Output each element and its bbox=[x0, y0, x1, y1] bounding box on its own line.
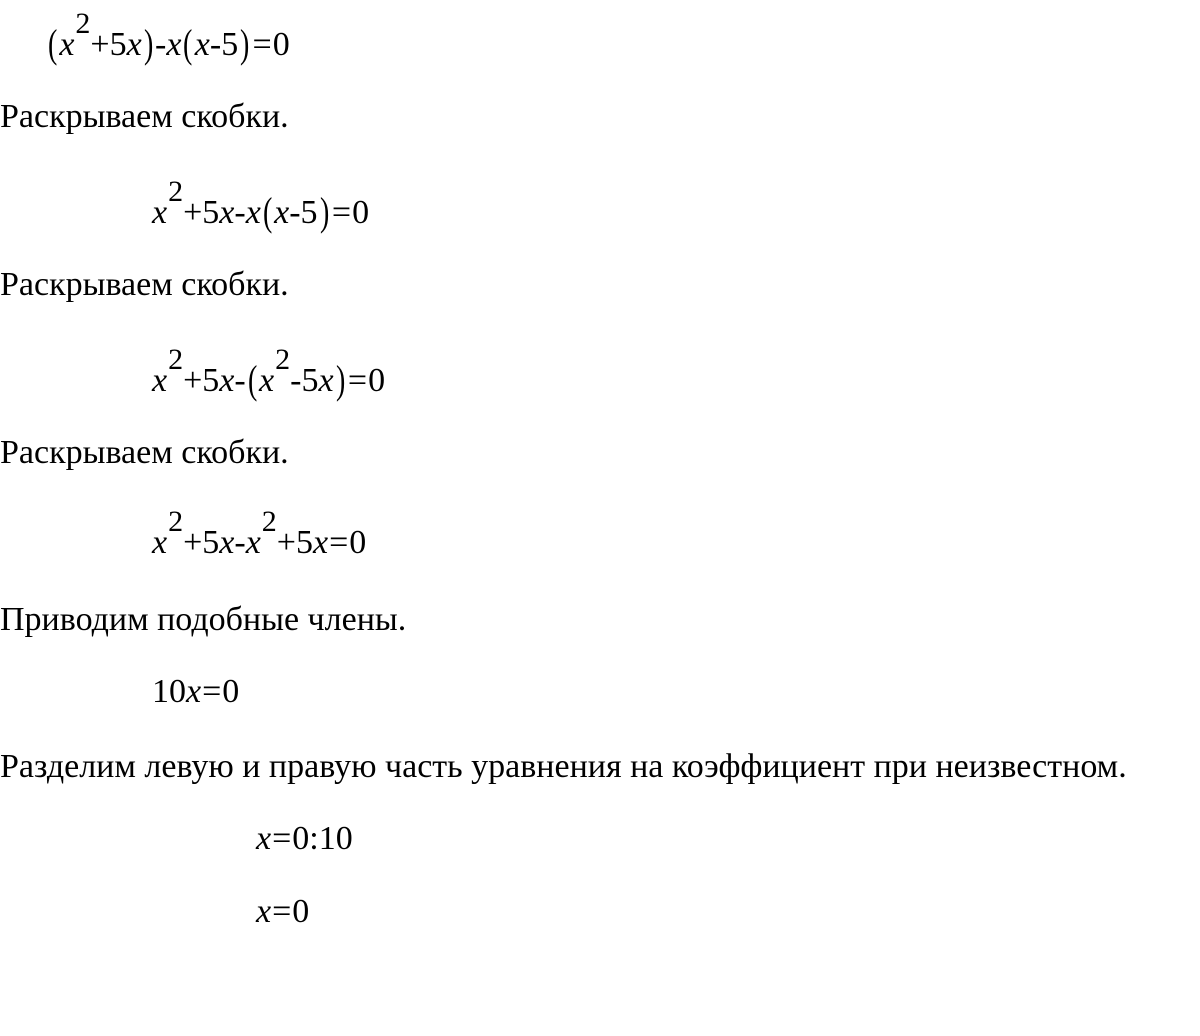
eq-term: - bbox=[155, 26, 167, 63]
eq-term: +5 bbox=[90, 26, 127, 63]
eq-term: 0 bbox=[349, 524, 367, 561]
eq-term: - bbox=[234, 194, 246, 231]
eq-term: x bbox=[152, 194, 168, 231]
eq-term: 0 bbox=[292, 893, 310, 930]
eq-term: x bbox=[152, 524, 168, 561]
paren-open: ( bbox=[247, 357, 258, 402]
eq-term: x bbox=[59, 26, 75, 63]
eq-exponent: 2 bbox=[275, 343, 291, 376]
eq-term: x bbox=[152, 362, 168, 399]
step-text: Приводим подобные члены. bbox=[0, 601, 407, 638]
equation-step bbox=[152, 675, 239, 709]
eq-sign: = bbox=[202, 673, 222, 710]
equation-step bbox=[152, 175, 370, 234]
step-text: Раскрываем скобки. bbox=[0, 434, 289, 471]
eq-exponent: 2 bbox=[261, 505, 277, 538]
eq-term: x bbox=[256, 820, 272, 857]
eq-term: x bbox=[318, 362, 334, 399]
eq-term: x bbox=[274, 194, 290, 231]
paren-open: ( bbox=[47, 21, 58, 66]
eq-term: - bbox=[234, 362, 246, 399]
eq-term: x bbox=[259, 362, 275, 399]
eq-term: 0 bbox=[222, 673, 240, 710]
eq-sign: = bbox=[347, 362, 368, 399]
eq-term: x bbox=[245, 194, 261, 231]
eq-exponent: 2 bbox=[168, 343, 184, 376]
eq-term: +5 bbox=[183, 524, 220, 561]
paren-close: ) bbox=[240, 21, 250, 66]
step-text: Раскрываем скобки. bbox=[0, 98, 289, 135]
equation-step bbox=[152, 343, 386, 402]
paren-close: ) bbox=[319, 189, 329, 234]
eq-sign: = bbox=[252, 26, 272, 63]
eq-term: x bbox=[166, 26, 182, 63]
equation-step bbox=[256, 822, 353, 856]
eq-term: x bbox=[312, 524, 329, 561]
eq-term: x bbox=[256, 893, 272, 930]
eq-term: x bbox=[219, 362, 235, 399]
eq-term: +5 bbox=[183, 362, 220, 399]
paren-open: ( bbox=[262, 189, 273, 234]
paren-close: ) bbox=[143, 21, 154, 66]
eq-term: -5 bbox=[289, 194, 318, 231]
eq-term: 10 bbox=[152, 673, 186, 710]
eq-sign: = bbox=[331, 194, 352, 231]
eq-exponent: 2 bbox=[75, 7, 91, 40]
eq-term: 0 bbox=[352, 194, 370, 231]
paren-close: ) bbox=[335, 357, 345, 402]
eq-term: 0 bbox=[272, 26, 290, 63]
eq-term: x bbox=[126, 26, 142, 63]
paren-open: ( bbox=[183, 21, 193, 66]
equation-step bbox=[152, 505, 367, 561]
step-text: Раскрываем скобки. bbox=[0, 266, 289, 303]
eq-term: x bbox=[186, 673, 202, 710]
equation-answer bbox=[256, 895, 309, 929]
eq-sign: = bbox=[329, 524, 349, 561]
eq-sign: = bbox=[272, 820, 292, 857]
eq-term: +5 bbox=[183, 194, 220, 231]
eq-term: 0 bbox=[368, 362, 386, 399]
eq-term: -5 bbox=[209, 26, 239, 63]
step-text: Разделим левую и правую часть уравнения на коэффициент при неизвестном. bbox=[0, 748, 1127, 785]
eq-sign: = bbox=[272, 893, 292, 930]
eq-term: x bbox=[219, 194, 235, 231]
eq-term: - bbox=[234, 524, 246, 561]
eq-exponent: 2 bbox=[168, 505, 184, 538]
eq-term: x bbox=[194, 26, 210, 63]
eq-term: +5 bbox=[276, 524, 313, 561]
eq-term: -5 bbox=[290, 362, 319, 399]
eq-term: x bbox=[245, 524, 261, 561]
eq-term: 0:10 bbox=[292, 820, 353, 857]
eq-term: x bbox=[219, 524, 235, 561]
eq-exponent: 2 bbox=[168, 175, 184, 208]
equation-original bbox=[46, 7, 290, 66]
